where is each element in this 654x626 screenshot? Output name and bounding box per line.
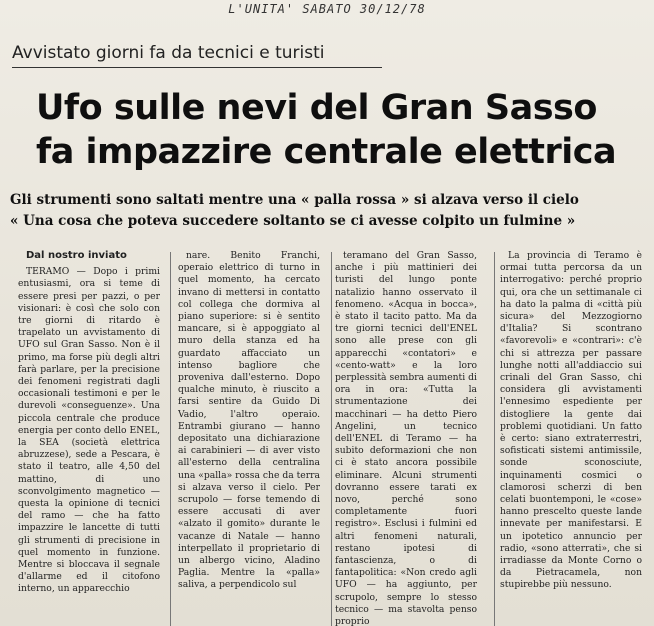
column-4-text: La provincia di Teramo è ormai tutta percorsa da un interrogativo: perché proprio qui, ora che un settimanale ci ha dato la palma di «città più sicura» del Mezzogiorno d'Italia? Si scontrano «favorevoli» e «contrari»: c'è chi si attrezza per passare lunghe notti all'addiaccio sui crinali del Gran Sasso, chi considera gli avvistamenti l'ennesimo espediente per distogliere la gente dai problemi quotidiani. Un fatto è certo: siano extraterrestri, sofisticati sistemi antimissile, sonde sconosciute, inquinamenti cosmici o clamorosi scherzi di ben celati buontemponi, le «cose» hanno prescelto queste lande innevate per manifestarsi. E un ipotetico annuncio per radio, «sono atterrati», che si irradiasse da Monte Corno o da Pietracamela, non stupirebbe più nessuno.: [500, 250, 642, 591]
article-byline: Dal nostro inviato: [26, 250, 127, 261]
article-headline: [36, 86, 646, 174]
article-kicker: Avvistato giorni fa da tecnici e turisti: [12, 43, 382, 68]
column-3-text: teramano del Gran Sasso, anche i più mattinieri dei turisti del lungo ponte natalizio hanno osservato il fenomeno. «Acqua in bocca», è stato il tacito patto. Ma da tre giorni tecnici dell'ENEL sono alle prese con gli apparecchi «contatori» e «cento-watt» e la loro perplessità sembra aumenti di ora in ora: «Tutta la strumentazione dei macchinari — ha detto Piero Angelini, un tecnico dell'ENEL di Teramo — ha subito deformazioni che non ci è stato ancora possibile eliminare. Alcuni strumenti dovranno essere tarati ex novo, perché sono completamente fuori registro». Esclusi i fulmini ed altri fenomeni naturali, restano ipotesi di fantascienza, o di fantapolitica: «Non credo agli UFO — ha aggiunto, per scrupolo, sempre lo stesso tecnico — ma stavolta penso proprio: [335, 250, 477, 626]
subhead-line-1: Gli strumenti sono saltati mentre una « palla rossa » si alzava verso il cielo: [10, 192, 579, 208]
article-subheadline: [10, 190, 650, 232]
article-column-3: [335, 250, 477, 626]
article-column-4: [500, 250, 642, 626]
column-1-text: TERAMO — Dopo i primi entusiasmi, ora si teme di essere presi per pazzi, o per visionari: è così che solo con tre giorni di ritardo è trapelato un avvistamento di UFO sul Gran Sasso. Non è il primo, ma forse più degli altri farà parlare, per la precisione dei fenomeni registrati dagli occasionali testimoni e per le durevoli «conseguenze». Una piccola centrale che produce energia per conto dello ENEL, la SEA (società elettrica abruzzese), sede a Pescara, è stato il teatro, alle 4,50 del mattino, di uno sconvolgimento magnetico — questa la opinione di tecnici del ramo — che ha fatto impazzire le lancette di tutti gli strumenti di precisione in quel momento in funzione. Mentre si bloccava il segnale d'allarme ed il citofono interno, un apparecchio: [18, 266, 160, 595]
subhead-line-2: « Una cosa che poteva succedere soltanto se ci avesse colpito un fulmine »: [10, 213, 576, 229]
article-column-2: [178, 250, 320, 626]
column-2-text: nare. Benito Franchi, operaio elettrico di turno in quel momento, ha cercato invano di mettersi in contatto col collega che dormiva al piano superiore: si è sentito mancare, si è appoggiato al muro della stanza ed ha guardato affacciato un intenso bagliore che proveniva dall'esterno. Dopo qualche minuto, è riuscito a farsi sentire da Guido Di Vadio, l'altro operaio. Entrambi giurano — hanno depositato una dichiarazione ai carabinieri — di aver visto all'esterno della centralina una «palla» rossa che da terra si alzava verso il cielo. Per scrupolo — forse temendo di essere accusati di aver «alzato il gomito» durante le vacanze di Natale — hanno interpellato il proprietario di un albergo vicino, Aladino Paglia. Mentre la «palla» saliva, a perpendicolo sul: [178, 250, 320, 591]
headline-line-1: Ufo sulle nevi del Gran Sasso: [36, 88, 597, 128]
article-body: [10, 250, 650, 626]
headline-line-2: fa impazzire centrale elettrica: [36, 132, 617, 172]
article-column-1: [18, 250, 160, 626]
masthead-handwritten-note: L'UNITA' SABATO 30/12/78: [228, 2, 426, 16]
